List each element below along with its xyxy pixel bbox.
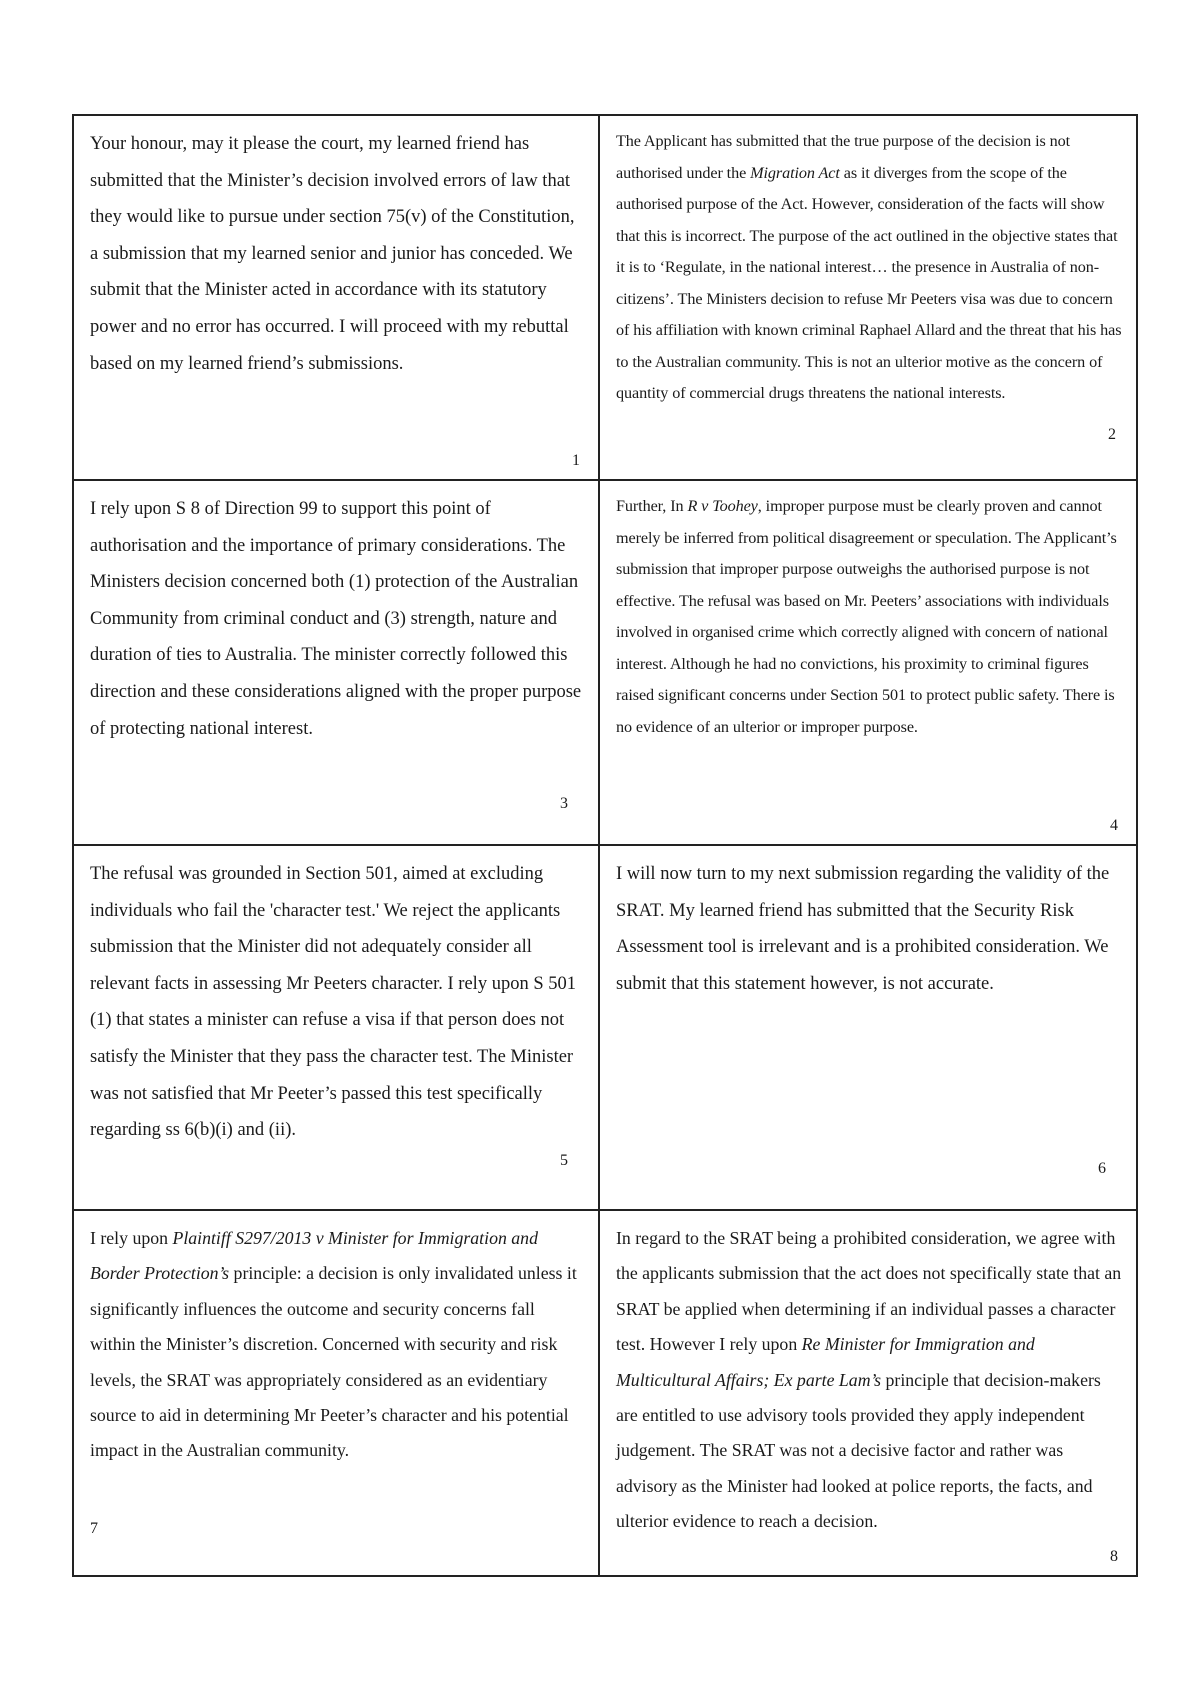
card-number: 4 <box>1110 817 1118 834</box>
cue-card <box>600 116 1138 481</box>
card-number: 6 <box>1098 1160 1106 1177</box>
card-text: In regard to the SRAT being a prohibited consideration, we agree with the applicants submission that the act does not specifically state that an SRAT be applied when determining if an individual passes a character test. However I rely upon Re Minister for Immigration and Multicultural Affairs; Ex parte Lam’s principle that decision-makers are entitled to use advisory tools provided they apply independent judgement. The SRAT was not a decisive factor and rather was advisory as the Minister had looked at police reports, the facts, and ulterior evidence to reach a decision. <box>616 1228 1122 1532</box>
card-number: 1 <box>572 452 580 469</box>
card-text: I rely upon Plaintiff S297/2013 v Minister for Immigration and Border Protection’s principle: a decision is only invalidated unless it significantly influences the outcome and security concerns fall within the Minister’s discretion. Concerned with security and risk levels, the SRAT was appropriately considered as an evidentiary source to aid in determining Mr Peeter’s character and his potential impact in the Australian community. <box>90 1228 577 1461</box>
card-text: I rely upon S 8 of Direction 99 to support this point of authorisation and the importance of primary considerations. The Ministers decision concerned both (1) protection of the Australian Community from criminal conduct and (3) strength, nature and duration of ties to Australia. The minister correctly followed this direction and these considerations aligned with the proper purpose of protecting national interest. <box>90 499 582 739</box>
cue-card <box>74 1211 600 1577</box>
card-row <box>74 846 1138 1211</box>
card-text: Your honour, may it please the court, my learned friend has submitted that the Minister’s decision involved errors of law that they would like to pursue under section 75(v) of the Constitution, a submission that my learned senior and junior has conceded. We submit that the Minister acted in accordance with its statutory power and no error has occurred. I will proceed with my rebuttal based on my learned friend’s submissions. <box>90 134 575 374</box>
card-number: 7 <box>90 1520 98 1537</box>
cue-card <box>600 846 1138 1211</box>
cue-card <box>74 481 600 846</box>
card-number: 5 <box>560 1152 568 1169</box>
card-number: 3 <box>560 795 568 812</box>
card-text: The refusal was grounded in Section 501, aimed at excluding individuals who fail the 'character test.' We reject the applicants submission that the Minister did not adequately consider all relevant facts in assessing Mr Peeters character. I rely upon S 501 (1) that states a minister can refuse a visa if that person does not satisfy the Minister that they pass the character test. The Minister was not satisfied that Mr Peeter’s passed this test specifically regarding ss 6(b)(i) and (ii). <box>90 864 576 1141</box>
cue-card-table <box>72 114 1138 1577</box>
card-number: 2 <box>1108 426 1116 443</box>
case-citation: Plaintiff S297/2013 v Minister for Immigration and Border Protection’s <box>90 1228 538 1284</box>
case-citation: R v Toohey <box>687 497 758 515</box>
card-row <box>74 1211 1138 1577</box>
cue-card <box>74 116 600 481</box>
card-row <box>74 116 1138 481</box>
case-citation: Migration Act <box>750 163 840 182</box>
card-number: 8 <box>1110 1548 1118 1565</box>
card-text: I will now turn to my next submission regarding the validity of the SRAT. My learned friend has submitted that the Security Risk Assessment tool is irrelevant and is a prohibited consideration. We submit that this statement however, is not accurate. <box>616 864 1110 994</box>
cue-card <box>74 846 600 1211</box>
case-citation: Re Minister for Immigration and Multicultural Affairs; Ex parte Lam’s <box>616 1334 1035 1390</box>
cue-card <box>600 1211 1138 1577</box>
card-text: Further, In R v Toohey, improper purpose must be clearly proven and cannot merely be inferred from political disagreement or speculation. The Applicant’s submission that improper purpose outweighs the authorised purpose is not effective. The refusal was based on Mr. Peeters’ associations with individuals involved in organised crime which correctly aligned with concern of national interest. Although he had no convictions, his proximity to criminal figures raised significant concerns under Section 501 to protect public safety. There is no evidence of an ulterior or improper purpose. <box>616 497 1117 736</box>
card-text: The Applicant has submitted that the true purpose of the decision is not authorised under the Migration Act as it diverges from the scope of the authorised purpose of the Act. However, consideration of the facts will show that this is incorrect. The purpose of the act outlined in the objective states that it is to ‘Regulate, in the national interest… the presence in Australia of non-citizens’. The Ministers decision to refuse Mr Peeters visa was due to concern of his affiliation with known criminal Raphael Allard and the threat that his has to the Australian community. This is not an ulterior motive as the concern of quantity of commercial drugs threatens the national interests. <box>616 132 1122 402</box>
cue-card <box>600 481 1138 846</box>
card-row <box>74 481 1138 846</box>
